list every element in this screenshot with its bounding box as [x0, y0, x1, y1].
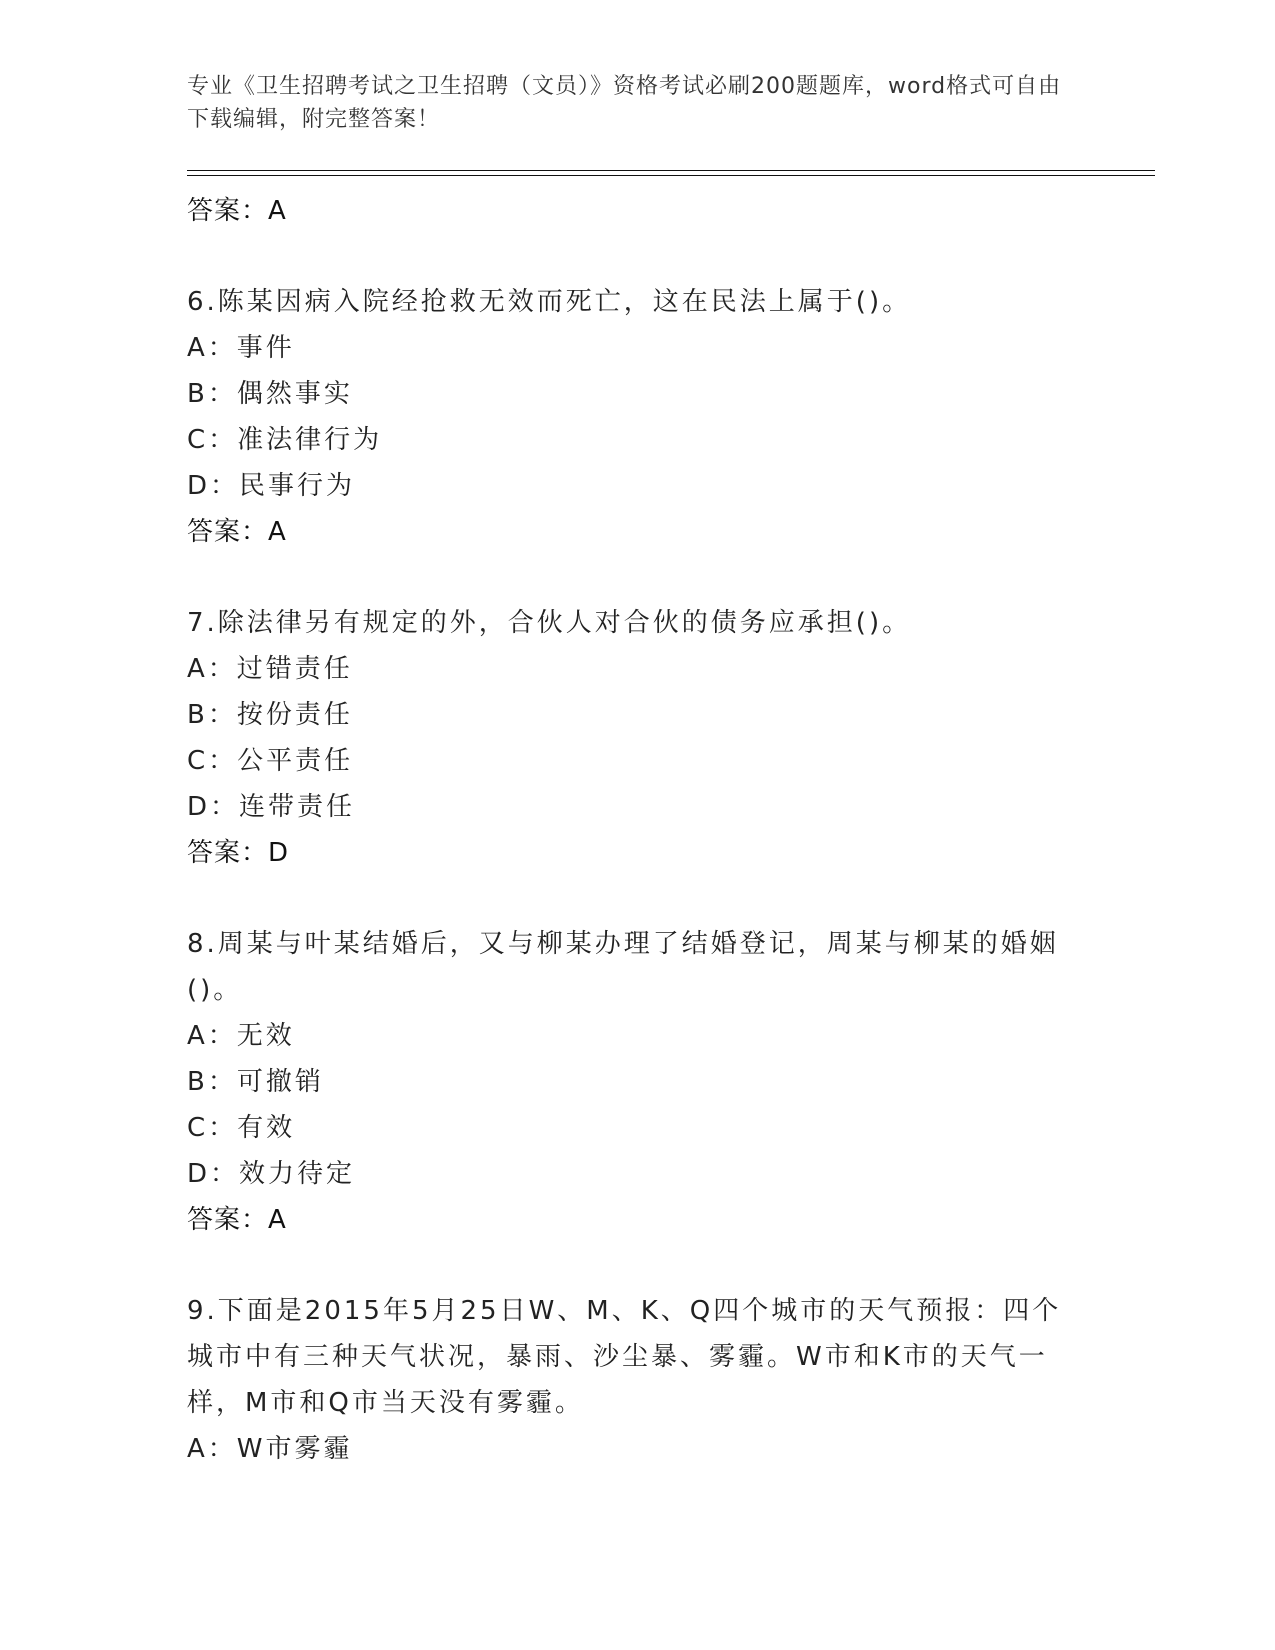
- option-a: A：无效: [187, 1021, 295, 1051]
- answer-label: 答案：D: [187, 838, 290, 868]
- question-text: 7.除法律另有规定的外，合伙人对合伙的债务应承担()。: [187, 608, 912, 638]
- answer-label: 答案：A: [187, 1205, 287, 1235]
- question-text: 6.陈某因病入院经抢救无效而死亡，这在民法上属于()。: [187, 287, 912, 317]
- question-9: [187, 1288, 1147, 1472]
- option-c: C：准法律行为: [187, 425, 383, 455]
- question-text: 8.周某与叶某结婚后，又与柳某办理了结婚登记，周某与柳某的婚姻()。: [187, 929, 1059, 1005]
- option-b: B：可撤销: [187, 1067, 324, 1097]
- option-c: C：有效: [187, 1113, 296, 1143]
- option-d: D：民事行为: [187, 471, 356, 501]
- question-8: [187, 921, 1147, 1243]
- document-header: 专业《卫生招聘考试之卫生招聘（文员）》资格考试必刷200题题库，word格式可自由下载编辑，附完整答案！: [187, 74, 1062, 132]
- answer-label: 答案：A: [187, 517, 287, 547]
- option-b: B：按份责任: [187, 700, 353, 730]
- header-divider: [187, 170, 1155, 176]
- header-rule-top: [187, 170, 1155, 171]
- question-7: [187, 600, 1147, 876]
- option-d: D：连带责任: [187, 792, 356, 822]
- document-page: [187, 70, 1147, 1472]
- option-b: B：偶然事实: [187, 379, 353, 409]
- option-d: D：效力待定: [187, 1159, 356, 1189]
- option-c: C：公平责任: [187, 746, 354, 776]
- answer-label: 答案：A: [187, 196, 287, 226]
- option-a: A：W市雾霾: [187, 1434, 353, 1464]
- question-text: 9.下面是2015年5月25日W、M、K、Q四个城市的天气预报：四个城市中有三种天气状况，暴雨、沙尘暴、雾霾。W市和K市的天气一样，M市和Q市当天没有雾霾。: [187, 1296, 1062, 1418]
- question-6: [187, 279, 1147, 555]
- option-a: A：事件: [187, 333, 295, 363]
- option-a: A：过错责任: [187, 654, 353, 684]
- header-rule-bottom: [187, 175, 1155, 176]
